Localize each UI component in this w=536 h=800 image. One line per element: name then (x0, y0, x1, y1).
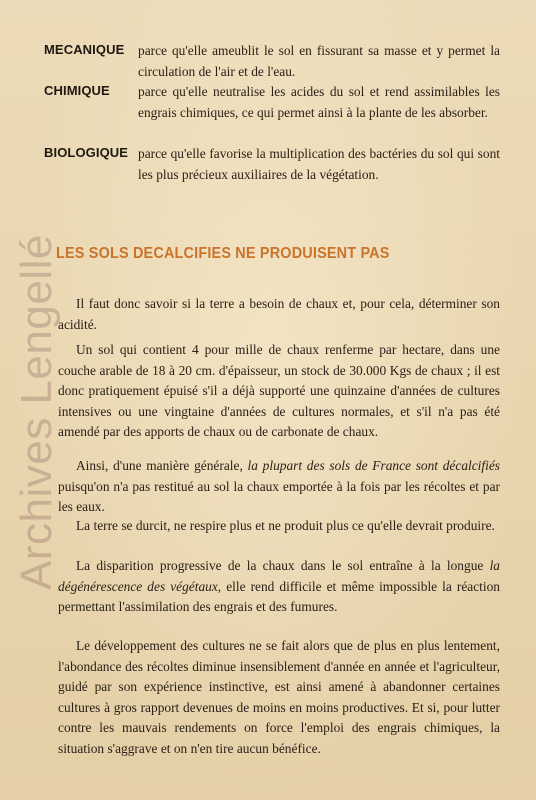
definition-text: parce qu'elle neutralise les acides du sol et rend assimilables les engrais chimiques, ce qui permet ainsi à la plante de les absorber. (138, 84, 500, 120)
emphasis-text: la plupart des sols de France sont décalcifiés (247, 458, 500, 473)
definition-term: CHIMIQUE (44, 83, 110, 98)
archive-watermark: Archives Lengellé (12, 234, 61, 590)
paragraph-text: La disparition progressive de la chaux dans le sol entraîne à la longue (76, 558, 490, 573)
paragraph-text: Ainsi, d'une manière générale, (76, 458, 248, 473)
definition-text: parce qu'elle favorise la multiplication des bactéries du sol qui sont les plus précieux auxiliaires de la végétation. (138, 146, 500, 182)
definition-term: MECANIQUE (44, 42, 125, 57)
emphasis-text: la dégénérescence des végétaux (58, 558, 500, 594)
paragraph-terre-durcit: La terre se durcit, ne respire plus et ne produit plus ce qu'elle devrait produire. (76, 518, 495, 533)
paragraph-sols-decalcifies (58, 456, 500, 518)
paragraph-disparition (58, 556, 500, 618)
paragraph-developpement: Le développement des cultures ne se fait alors que de plus en plus lentement, l'abondance des récoltes diminue insensiblement d'année en année et l'agriculteur, guidé par son expérience instinctive, est ainsi amené à abandonner certaines cultures à gros rapport devenues de moins en moins productives. Et si, pour lutter contre les mauvais rendements on force l'emploi des engrais chimiques, la situation s'aggrave et on n'en tire aucun bénéfice. (58, 638, 500, 756)
paragraph-acidity: Il faut donc savoir si la terre a besoin de chaux et, pour cela, déterminer son acidité. (58, 296, 500, 332)
definition-term: BIOLOGIQUE (44, 145, 129, 160)
paragraph-chaux-stock: Un sol qui contient 4 pour mille de chaux renferme par hectare, dans une couche arable de 18 à 20 cm. d'épaisseur, un stock de 30.000 Kgs de chaux ; il est donc pratiquement épuisé s'il a déjà supporté une quinzaine d'années de cultures intensives ou une vingtaine d'années de cultures normales, et s'il n'a pas été amendé par des apports de chaux ou de carbonate de chaux. (58, 342, 500, 439)
paragraph-text: puisqu'on n'a pas restitué au sol la chaux emportée à la fois par les récoltes et par les eaux. (58, 478, 500, 514)
definition-text: parce qu'elle ameublit le sol en fissurant sa masse et y permet la circulation de l'air et de l'eau. (138, 43, 500, 79)
paragraph-text: , elle rend difficile et même impossible la réaction permettant l'assimilation des engrais et des fumures. (58, 578, 500, 614)
section-heading: LES SOLS DECALCIFIES NE PRODUISENT PAS (56, 245, 390, 262)
